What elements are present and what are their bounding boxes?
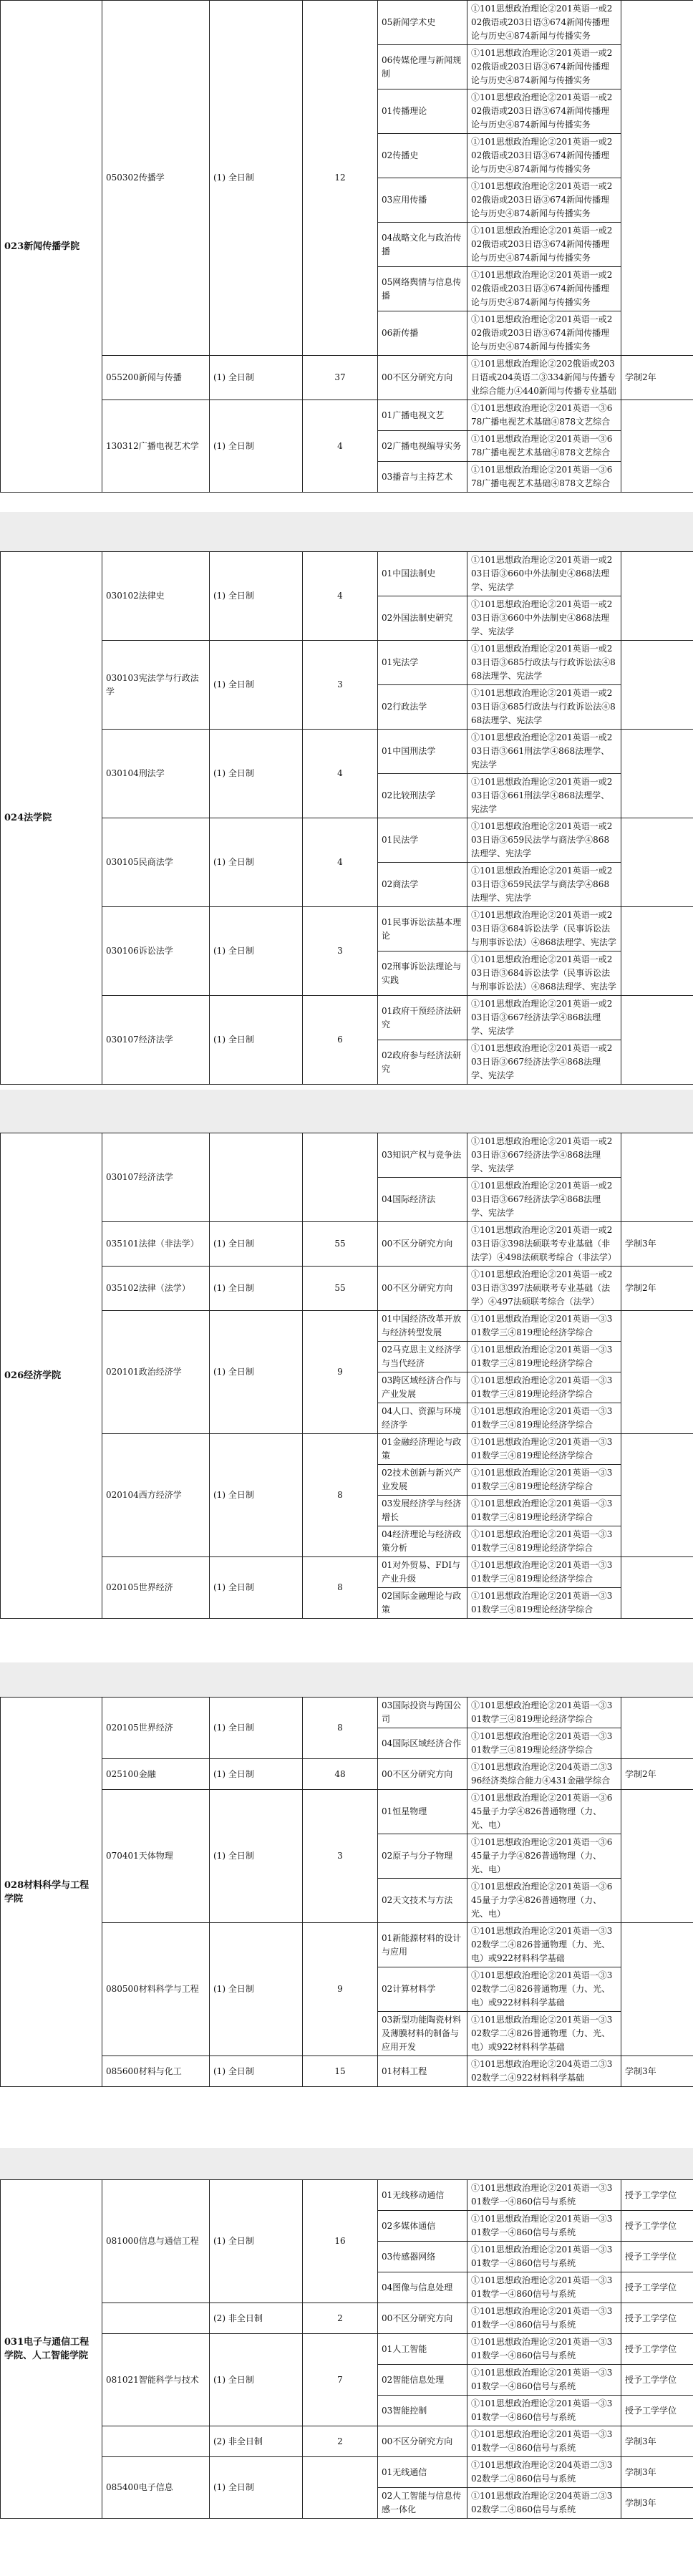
major-name: 025100金融 <box>102 1759 210 1790</box>
table-row <box>1 996 693 1040</box>
admissions-table <box>0 551 693 1085</box>
research-direction: 02广播电视编导实务 <box>378 431 467 462</box>
study-mode: (1) 全日制 <box>210 641 303 730</box>
research-direction: 03智能控制 <box>378 2396 467 2426</box>
admissions-table <box>0 0 693 493</box>
exam-subjects: ①101思想政治理论②201英语一或202俄语或203日语③674新闻传播理论与历史④874新闻与传播实务 <box>467 223 621 267</box>
exam-subjects: ①101思想政治理论②201英语一③678广播电视艺术基础④878文艺综合 <box>467 462 621 493</box>
exam-subjects: ①101思想政治理论②201英语一③301数学三④819理论经济学综合 <box>467 1311 621 1342</box>
study-mode: (1) 全日制 <box>210 1267 303 1311</box>
enroll-count: 55 <box>303 1222 378 1267</box>
exam-subjects: ①101思想政治理论②201英语一或202俄语或203日语③674新闻传播理论与历史④874新闻与传播实务 <box>467 1 621 45</box>
table-row <box>1 1311 693 1342</box>
research-direction: 02商法学 <box>378 863 467 907</box>
enroll-count: 2 <box>303 2303 378 2334</box>
exam-subjects: ①101思想政治理论②201英语一③301数学三④819理论经济学综合 <box>467 1403 621 1434</box>
study-mode <box>210 1133 303 1222</box>
remark <box>621 1790 693 1923</box>
research-direction: 01中国法制史 <box>378 552 467 596</box>
research-direction: 05网络舆情与信息传播 <box>378 267 467 311</box>
remark <box>621 1923 693 2056</box>
table-row <box>1 2303 693 2334</box>
enroll-count: 12 <box>303 1 378 356</box>
exam-subjects: ①101思想政治理论②201英语一③678广播电视艺术基础④878文艺综合 <box>467 400 621 431</box>
exam-subjects: ①101思想政治理论②201英语一③645量子力学④826普通物理（力、光、电） <box>467 1834 621 1879</box>
research-direction: 02政府参与经济法研究 <box>378 1040 467 1085</box>
table-row <box>1 2426 693 2457</box>
enroll-count: 37 <box>303 356 378 400</box>
study-mode: (1) 全日制 <box>210 1434 303 1557</box>
exam-subjects: ①101思想政治理论②201英语一③301数学三④819理论经济学综合 <box>467 1465 621 1496</box>
exam-subjects: ①101思想政治理论②201英语一或203日语③685行政法与行政诉讼法④868法理学、宪法学 <box>467 685 621 730</box>
remark <box>621 1698 693 1759</box>
major-name: 020105世界经济 <box>102 1698 210 1759</box>
exam-subjects: ①101思想政治理论②201英语一或202俄语或203日语③674新闻传播理论与历史④874新闻与传播实务 <box>467 134 621 178</box>
table-row <box>1 1434 693 1465</box>
enroll-count: 3 <box>303 1790 378 1923</box>
research-direction: 02原子与分子物理 <box>378 1834 467 1879</box>
major-name: 035102法律（法学） <box>102 1267 210 1311</box>
research-direction: 01宪法学 <box>378 641 467 685</box>
enroll-count: 3 <box>303 907 378 996</box>
major-name: 080500材料科学与工程 <box>102 1923 210 2056</box>
table-row <box>1 2457 693 2488</box>
study-mode: (1) 全日制 <box>210 2457 303 2519</box>
enroll-count: 15 <box>303 2056 378 2087</box>
table-row <box>1 818 693 863</box>
study-mode: (1) 全日制 <box>210 1698 303 1759</box>
remark: 学制2年 <box>621 1759 693 1790</box>
research-direction: 02比较刑法学 <box>378 774 467 818</box>
exam-subjects: ①101思想政治理论②201英语一或202俄语或203日语③674新闻传播理论与历史④874新闻与传播实务 <box>467 178 621 223</box>
exam-subjects: ①101思想政治理论②201英语一③302数学二④826普通物理（力、光、电）或922材料科学基础 <box>467 2012 621 2056</box>
research-direction: 02天文技术与方法 <box>378 1879 467 1923</box>
major-name: 020104西方经济学 <box>102 1434 210 1557</box>
remark: 授予工学学位 <box>621 2242 693 2272</box>
research-direction: 02马克思主义经济学与当代经济 <box>378 1342 467 1372</box>
enroll-count: 48 <box>303 1759 378 1790</box>
enroll-count <box>303 2457 378 2519</box>
document-page-2 <box>0 551 693 1090</box>
exam-subjects: ①101思想政治理论②204英语二③302数学二④922材料科学基础 <box>467 2056 621 2087</box>
exam-subjects: ①101思想政治理论②201英语一③301数学三④819理论经济学综合 <box>467 1557 621 1588</box>
remark: 授予工学学位 <box>621 2180 693 2211</box>
study-mode: (1) 全日制 <box>210 907 303 996</box>
admissions-table <box>0 1133 693 1619</box>
remark <box>621 730 693 818</box>
study-mode: (2) 非全日制 <box>210 2303 303 2334</box>
research-direction: 04图像与信息处理 <box>378 2272 467 2303</box>
remark: 授予工学学位 <box>621 2334 693 2365</box>
enroll-count: 8 <box>303 1557 378 1619</box>
remark <box>621 641 693 730</box>
research-direction: 01金融经济理论与政策 <box>378 1434 467 1465</box>
remark <box>621 818 693 907</box>
research-direction: 01恒星物理 <box>378 1790 467 1834</box>
research-direction: 01中国刑法学 <box>378 730 467 774</box>
research-direction: 00不区分研究方向 <box>378 356 467 400</box>
research-direction: 02刑事诉讼法理论与实践 <box>378 952 467 996</box>
remark: 授予工学学位 <box>621 2396 693 2426</box>
exam-subjects: ①101思想政治理论②201英语一或203日语③667经济法学④868法理学、宪法学 <box>467 996 621 1040</box>
remark <box>621 1311 693 1434</box>
document-page-4 <box>0 1697 693 2148</box>
study-mode: (1) 全日制 <box>210 730 303 818</box>
exam-subjects: ①101思想政治理论②201英语一③301数学三④819理论经济学综合 <box>467 1372 621 1403</box>
research-direction: 03传感器网络 <box>378 2242 467 2272</box>
exam-subjects: ①101思想政治理论②201英语一③678广播电视艺术基础④878文艺综合 <box>467 431 621 462</box>
research-direction: 03播音与主持艺术 <box>378 462 467 493</box>
study-mode: (1) 全日制 <box>210 1790 303 1923</box>
research-direction: 03知识产权与竞争法 <box>378 1133 467 1178</box>
table-row <box>1 356 693 400</box>
table-row <box>1 1557 693 1588</box>
research-direction: 00不区分研究方向 <box>378 2426 467 2457</box>
study-mode: (1) 全日制 <box>210 2180 303 2303</box>
research-direction: 01民法学 <box>378 818 467 863</box>
exam-subjects: ①101思想政治理论②201英语一③302数学二④826普通物理（力、光、电）或922材料科学基础 <box>467 1923 621 1967</box>
major-name: 050302传播学 <box>102 1 210 356</box>
research-direction: 01中国经济改革开放与经济转型发展 <box>378 1311 467 1342</box>
exam-subjects: ①101思想政治理论②201英语一或203日语③685行政法与行政诉讼法④868法理学、宪法学 <box>467 641 621 685</box>
remark: 授予工学学位 <box>621 2303 693 2334</box>
research-direction: 01民事诉讼法基本理论 <box>378 907 467 952</box>
enroll-count: 8 <box>303 1698 378 1759</box>
table-row <box>1 1759 693 1790</box>
research-direction: 03新型功能陶瓷材料及薄膜材料的制备与应用开发 <box>378 2012 467 2056</box>
exam-subjects: ①101思想政治理论②201英语一③301数学三④819理论经济学综合 <box>467 1342 621 1372</box>
exam-subjects: ①101思想政治理论②201英语一③301数学三④819理论经济学综合 <box>467 1588 621 1619</box>
remark: 学制3年 <box>621 1222 693 1267</box>
exam-subjects: ①101思想政治理论②201英语一③301数学一④860信号与系统 <box>467 2242 621 2272</box>
research-direction: 01无线移动通信 <box>378 2180 467 2211</box>
exam-subjects: ①101思想政治理论②201英语一或203日语③398法硕联考专业基础（非法学）④498法硕联考综合（非法学） <box>467 1222 621 1267</box>
exam-subjects: ①101思想政治理论②201英语一或202俄语或203日语③674新闻传播理论与历史④874新闻与传播实务 <box>467 311 621 356</box>
research-direction: 06传媒伦理与新闻规制 <box>378 45 467 89</box>
enroll-count: 9 <box>303 1923 378 2056</box>
research-direction: 01传播理论 <box>378 89 467 134</box>
major-name: 030104刑法学 <box>102 730 210 818</box>
enroll-count: 8 <box>303 1434 378 1557</box>
remark <box>621 996 693 1085</box>
research-direction: 01对外贸易、FDI与产业升级 <box>378 1557 467 1588</box>
table-row <box>1 400 693 431</box>
research-direction: 04战略文化与政治传播 <box>378 223 467 267</box>
admissions-table <box>0 1697 693 2087</box>
remark <box>621 1434 693 1557</box>
exam-subjects: ①101思想政治理论②201英语一③301数学三④819理论经济学综合 <box>467 1434 621 1465</box>
college-name: 031电子与通信工程学院、人工智能学院 <box>1 2180 102 2519</box>
major-name: 030107经济法学 <box>102 1133 210 1222</box>
exam-subjects: ①101思想政治理论②201英语一或203日语③660中外法制史④868法理学、宪法学 <box>467 552 621 596</box>
research-direction: 00不区分研究方向 <box>378 1267 467 1311</box>
research-direction: 01广播电视文艺 <box>378 400 467 431</box>
research-direction: 02多媒体通信 <box>378 2211 467 2242</box>
research-direction: 01材料工程 <box>378 2056 467 2087</box>
remark <box>621 1557 693 1619</box>
major-name: 055200新闻与传播 <box>102 356 210 400</box>
research-direction: 03发展经济学与经济增长 <box>378 1496 467 1526</box>
enroll-count: 4 <box>303 400 378 493</box>
major-name: 030102法律史 <box>102 552 210 641</box>
enroll-count: 4 <box>303 730 378 818</box>
major-name: 085400电子信息 <box>102 2457 210 2519</box>
enroll-count <box>303 1133 378 1222</box>
major-name: 020105世界经济 <box>102 1557 210 1619</box>
table-row <box>1 1267 693 1311</box>
research-direction: 04经济理论与经济政策分析 <box>378 1526 467 1557</box>
study-mode: (1) 全日制 <box>210 1 303 356</box>
research-direction: 04人口、资源与环境经济学 <box>378 1403 467 1434</box>
remark: 学制3年 <box>621 2056 693 2087</box>
exam-subjects: ①101思想政治理论②201英语一或203日语③684诉讼法学（民事诉讼法与刑事诉讼法）④868法理学、宪法学 <box>467 907 621 952</box>
page-gap <box>0 512 693 551</box>
table-row <box>1 1698 693 1728</box>
study-mode: (1) 全日制 <box>210 1222 303 1267</box>
major-name: 085600材料与化工 <box>102 2056 210 2087</box>
page-gap <box>0 1662 693 1697</box>
research-direction: 04国际区域经济合作 <box>378 1728 467 1759</box>
table-row <box>1 552 693 596</box>
research-direction: 05新闻学术史 <box>378 1 467 45</box>
remark <box>621 1 693 356</box>
research-direction: 01政府干预经济法研究 <box>378 996 467 1040</box>
page-gap <box>0 1090 693 1133</box>
document-page-3 <box>0 1133 693 1662</box>
exam-subjects: ①101思想政治理论②201英语一③301数学一④860信号与系统 <box>467 2396 621 2426</box>
remark: 学制2年 <box>621 356 693 400</box>
research-direction: 02技术创新与新兴产业发展 <box>378 1465 467 1496</box>
exam-subjects: ①101思想政治理论②201英语一③301数学三④819理论经济学综合 <box>467 1496 621 1526</box>
remark: 学制3年 <box>621 2457 693 2488</box>
table-row <box>1 1790 693 1834</box>
exam-subjects: ①101思想政治理论②201英语一或203日语③659民法学与商法学④868法理学、宪法学 <box>467 818 621 863</box>
research-direction: 01人工智能 <box>378 2334 467 2365</box>
research-direction: 01无线通信 <box>378 2457 467 2488</box>
research-direction: 02计算材料学 <box>378 1967 467 2012</box>
exam-subjects: ①101思想政治理论②201英语一③302数学二④826普通物理（力、光、电）或922材料科学基础 <box>467 1967 621 2012</box>
remark <box>621 907 693 996</box>
exam-subjects: ①101思想政治理论②201英语一或203日语③659民法学与商法学④868法理学、宪法学 <box>467 863 621 907</box>
enroll-count: 4 <box>303 552 378 641</box>
study-mode: (2) 非全日制 <box>210 2426 303 2457</box>
enroll-count: 16 <box>303 2180 378 2303</box>
table-row <box>1 1 693 45</box>
exam-subjects: ①101思想政治理论②201英语一或203日语③684诉讼法学（民事诉讼法与刑事诉讼法）④868法理学、宪法学 <box>467 952 621 996</box>
research-direction: 02智能信息处理 <box>378 2365 467 2396</box>
table-row <box>1 641 693 685</box>
remark <box>621 1133 693 1222</box>
enroll-count: 6 <box>303 996 378 1085</box>
study-mode: (1) 全日制 <box>210 2056 303 2087</box>
study-mode: (1) 全日制 <box>210 400 303 493</box>
table-row <box>1 1923 693 1967</box>
exam-subjects: ①101思想政治理论②201英语一③645量子力学④826普通物理（力、光、电） <box>467 1879 621 1923</box>
college-name: 024法学院 <box>1 552 102 1085</box>
study-mode: (1) 全日制 <box>210 552 303 641</box>
exam-subjects: ①101思想政治理论②204英语二③302数学二④860信号与系统 <box>467 2457 621 2488</box>
table-row <box>1 730 693 774</box>
study-mode: (1) 全日制 <box>210 1311 303 1434</box>
major-name: 081000信息与通信工程 <box>102 2180 210 2303</box>
research-direction: 00不区分研究方向 <box>378 1222 467 1267</box>
exam-subjects: ①101思想政治理论②201英语一③645量子力学④826普通物理（力、光、电） <box>467 1790 621 1834</box>
research-direction: 01新能源材料的设计与应用 <box>378 1923 467 1967</box>
research-direction: 03国际投资与跨国公司 <box>378 1698 467 1728</box>
exam-subjects: ①101思想政治理论②201英语一或203日语③667经济法学④868法理学、宪法学 <box>467 1133 621 1178</box>
remark: 授予工学学位 <box>621 2211 693 2242</box>
major-name: 030103宪法学与行政法学 <box>102 641 210 730</box>
table-row <box>1 2180 693 2211</box>
exam-subjects: ①101思想政治理论②201英语一或202俄语或203日语③674新闻传播理论与历史④874新闻与传播实务 <box>467 267 621 311</box>
research-direction: 02人工智能与信息传感一体化 <box>378 2488 467 2519</box>
major-name <box>102 2426 210 2457</box>
major-name: 035101法律（非法学） <box>102 1222 210 1267</box>
exam-subjects: ①101思想政治理论②201英语一③301数学三④819理论经济学综合 <box>467 1728 621 1759</box>
major-name: 070401天体物理 <box>102 1790 210 1923</box>
research-direction: 03跨区域经济合作与产业发展 <box>378 1372 467 1403</box>
exam-subjects: ①101思想政治理论②201英语一或203日语③667经济法学④868法理学、宪法学 <box>467 1040 621 1085</box>
major-name: 130312广播电视艺术学 <box>102 400 210 493</box>
exam-subjects: ①101思想政治理论②201英语一③301数学一④860信号与系统 <box>467 2211 621 2242</box>
exam-subjects: ①101思想政治理论②201英语一③301数学一④860信号与系统 <box>467 2180 621 2211</box>
enroll-count: 7 <box>303 2334 378 2426</box>
exam-subjects: ①101思想政治理论②201英语一或203日语③661刑法学④868法理学、宪法学 <box>467 774 621 818</box>
exam-subjects: ①101思想政治理论②204英语二③302数学二④860信号与系统 <box>467 2488 621 2519</box>
college-name: 026经济学院 <box>1 1133 102 1619</box>
major-name: 030107经济法学 <box>102 996 210 1085</box>
research-direction: 02传播史 <box>378 134 467 178</box>
enroll-count: 2 <box>303 2426 378 2457</box>
enroll-count: 4 <box>303 818 378 907</box>
study-mode: (1) 全日制 <box>210 2334 303 2426</box>
research-direction: 02行政法学 <box>378 685 467 730</box>
exam-subjects: ①101思想政治理论②201英语一③301数学一④860信号与系统 <box>467 2426 621 2457</box>
exam-subjects: ①101思想政治理论②201英语一或203日语③660中外法制史④868法理学、宪法学 <box>467 596 621 641</box>
college-name: 028材料科学与工程学院 <box>1 1698 102 2087</box>
exam-subjects: ①101思想政治理论②201英语一③301数学一④860信号与系统 <box>467 2365 621 2396</box>
research-direction: 06新传播 <box>378 311 467 356</box>
exam-subjects: ①101思想政治理论②201英语一③301数学三④819理论经济学综合 <box>467 1526 621 1557</box>
remark <box>621 400 693 493</box>
major-name: 030105民商法学 <box>102 818 210 907</box>
remark <box>621 552 693 641</box>
remark: 学制3年 <box>621 2488 693 2519</box>
document-page-1 <box>0 0 693 512</box>
remark: 学制3年 <box>621 2426 693 2457</box>
exam-subjects: ①101思想政治理论②201英语一或202俄语或203日语③674新闻传播理论与历史④874新闻与传播实务 <box>467 89 621 134</box>
research-direction: 04国际经济法 <box>378 1178 467 1222</box>
admissions-table <box>0 2179 693 2519</box>
exam-subjects: ①101思想政治理论②201英语一或203日语③397法硕联考专业基础（法学）④497法硕联考综合（法学） <box>467 1267 621 1311</box>
exam-subjects: ①101思想政治理论②201英语一③301数学一④860信号与系统 <box>467 2303 621 2334</box>
table-row <box>1 1222 693 1267</box>
table-row <box>1 2334 693 2365</box>
study-mode: (1) 全日制 <box>210 1759 303 1790</box>
major-name: 081021智能科学与技术 <box>102 2334 210 2426</box>
document-page-5 <box>0 2179 693 2576</box>
table-row <box>1 1133 693 1178</box>
study-mode: (1) 全日制 <box>210 1923 303 2056</box>
enroll-count: 55 <box>303 1267 378 1311</box>
exam-subjects: ①101思想政治理论②204英语二③396经济类综合能力④431金融学综合 <box>467 1759 621 1790</box>
table-row <box>1 907 693 952</box>
exam-subjects: ①101思想政治理论②201英语一③301数学一④860信号与系统 <box>467 2334 621 2365</box>
exam-subjects: ①101思想政治理论②201英语一③301数学一④860信号与系统 <box>467 2272 621 2303</box>
enroll-count: 3 <box>303 641 378 730</box>
exam-subjects: ①101思想政治理论②201英语一或202俄语或203日语③674新闻传播理论与历史④874新闻与传播实务 <box>467 45 621 89</box>
major-name: 030106诉讼法学 <box>102 907 210 996</box>
exam-subjects: ①101思想政治理论②201英语一或203日语③667经济法学④868法理学、宪法学 <box>467 1178 621 1222</box>
major-name <box>102 2303 210 2334</box>
research-direction: 00不区分研究方向 <box>378 2303 467 2334</box>
exam-subjects: ①101思想政治理论②201英语一③301数学三④819理论经济学综合 <box>467 1698 621 1728</box>
enroll-count: 9 <box>303 1311 378 1434</box>
research-direction: 02国际金融理论与政策 <box>378 1588 467 1619</box>
study-mode: (1) 全日制 <box>210 818 303 907</box>
study-mode: (1) 全日制 <box>210 356 303 400</box>
study-mode: (1) 全日制 <box>210 1557 303 1619</box>
remark: 学制2年 <box>621 1267 693 1311</box>
remark: 授予工学学位 <box>621 2272 693 2303</box>
table-row <box>1 2056 693 2087</box>
study-mode: (1) 全日制 <box>210 996 303 1085</box>
research-direction: 00不区分研究方向 <box>378 1759 467 1790</box>
page-gap <box>0 2148 693 2179</box>
remark: 授予工学学位 <box>621 2365 693 2396</box>
major-name: 020101政治经济学 <box>102 1311 210 1434</box>
college-name: 023新闻传播学院 <box>1 1 102 493</box>
research-direction: 03应用传播 <box>378 178 467 223</box>
research-direction: 02外国法制史研究 <box>378 596 467 641</box>
exam-subjects: ①101思想政治理论②201英语一或203日语③661刑法学④868法理学、宪法学 <box>467 730 621 774</box>
exam-subjects: ①101思想政治理论②202俄语或203日语或204英语二③334新闻与传播专业综合能力④440新闻与传播专业基础 <box>467 356 621 400</box>
